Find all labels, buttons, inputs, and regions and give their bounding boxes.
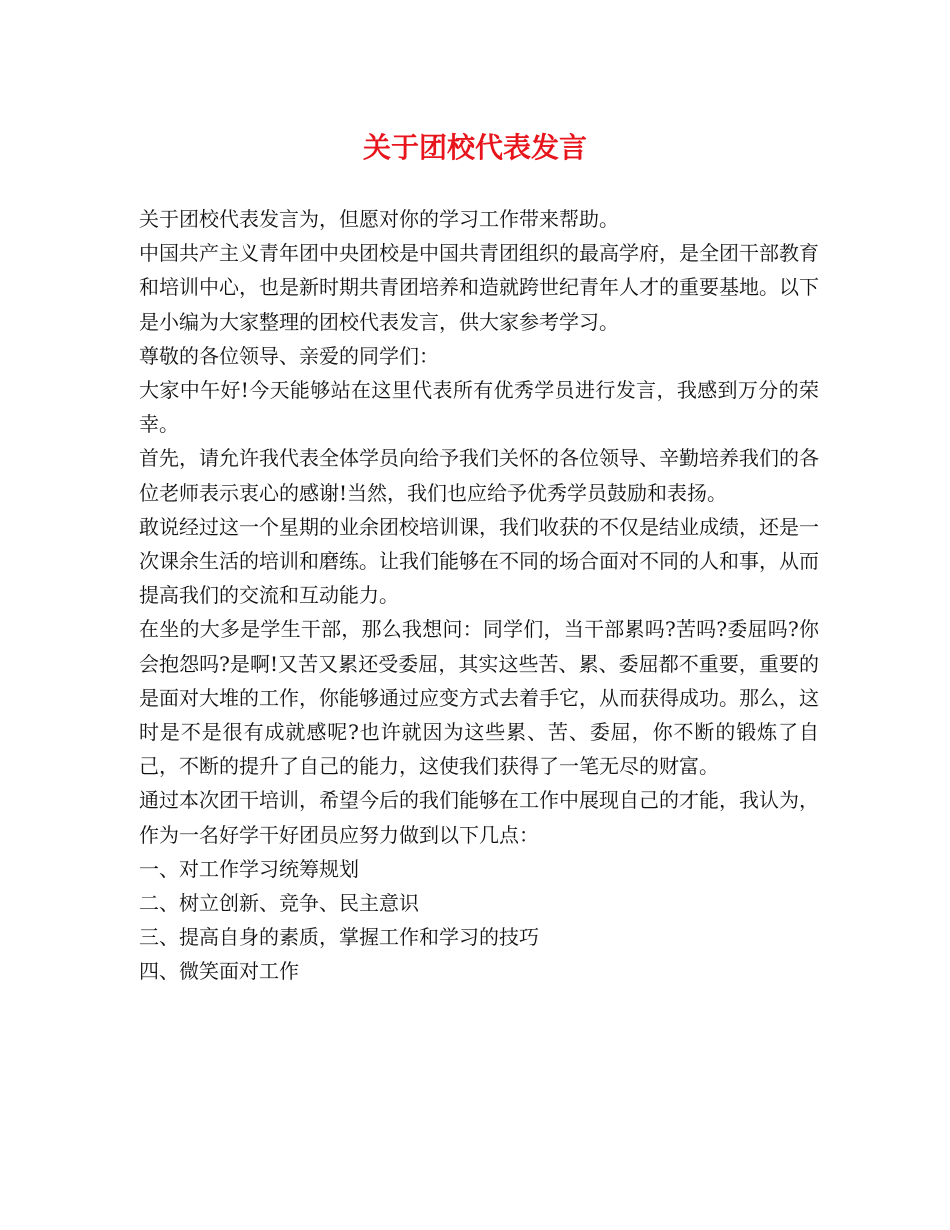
paragraph-intro: 关于团校代表发言为，但愿对你的学习工作带来帮助。 [139, 207, 619, 231]
list-item: 四、微笑面对工作 [139, 959, 299, 984]
document-title: 关于团校代表发言 [362, 131, 587, 164]
list-item: 三、提高自身的素质，掌握工作和学习的技巧 [139, 925, 539, 950]
list-item: 一、对工作学习统筹规划 [139, 856, 359, 881]
list-item: 二、树立创新、竞争、民主意识 [139, 891, 419, 916]
paragraph-salutation: 尊敬的各位领导、亲爱的同学们： [139, 343, 439, 368]
paragraph-background: 中国共产主义青年团中央团校是中国共青团组织的最高学府，是全团干部教育和培训中心，也是新时期共青团培养和造就跨世纪青年人才的重要基地。以下是小编为大家整理的团校代表发言，供大家参考学习。 [139, 241, 819, 334]
paragraph-cadre: 在坐的大多是学生干部，那么我想问：同学们，当干部累吗?苦吗?委屈吗?你会抱怨吗?是啊!又苦又累还受委屈，其实这些苦、累、委屈都不重要，重要的是面对大堆的工作，你能够通过应变方式去着手它，从而获得成功。那么，这时是不是很有成就感呢?也许就因为这些累、苦、委屈，你不断的锻炼了自己，不断的提升了自己的能力，这使我们获得了一笔无尽的财富。 [139, 617, 819, 779]
paragraph-training: 敢说经过这一个星期的业余团校培训课，我们收获的不仅是结业成绩，还是一次课余生活的培训和磨练。让我们能够在不同的场合面对不同的人和事，从而提高我们的交流和互动能力。 [139, 514, 819, 608]
paragraph-greeting: 大家中午好!今天能够站在这里代表所有优秀学员进行发言，我感到万分的荣幸。 [139, 378, 819, 437]
document-body [139, 202, 819, 989]
paragraph-hopes: 通过本次团干培训，希望今后的我们能够在工作中展现自己的才能，我认为，作为一名好学干好团员应努力做到以下几点： [139, 788, 819, 847]
paragraph-thanks: 首先，请允许我代表全体学员向给予我们关怀的各位领导、辛勤培养我们的各位老师表示衷心的感谢!当然，我们也应给予优秀学员鼓励和表扬。 [139, 446, 819, 505]
